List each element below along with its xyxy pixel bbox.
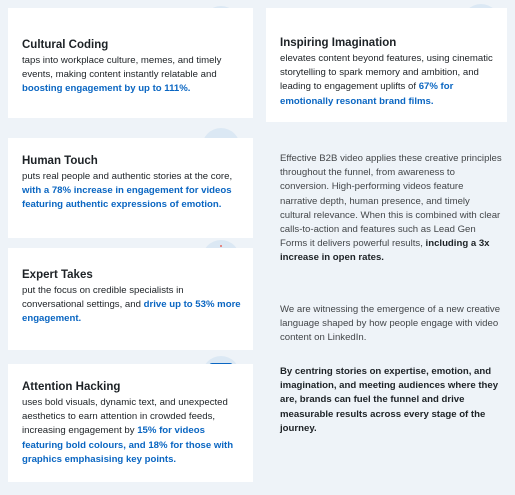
conclusion-paragraph: By centring stories on expertise, emotion, and imagination, and meeting audiences where they are, brands can fuel the funnel and drive measurable results across every stage of the journey. <box>280 366 499 434</box>
card-cultural-coding <box>8 8 253 118</box>
card-body: elevates content beyond features, using cinematic storytelling to spark memory and ambition, and leading to engagement uplifts of 67% for emotionally resonant brand films. <box>280 53 493 107</box>
summary-paragraph: Effective B2B video applies these creative principles throughout the funnel, from awareness to conversion. High-performing videos feature narrative depth, human presence, and timely cultural relevance. When this is combined with clear calls-to-action and features such as Lead Gen Forms it delivers powerful results, including a 3x increase in open rates. <box>280 153 502 264</box>
card-highlight: boosting engagement by up to 111%. <box>22 83 191 95</box>
card-attention-hacking <box>8 364 253 482</box>
card-body: puts real people and authentic stories at the core, with a 78% increase in engagement for videos featuring authentic expressions of emotion. <box>22 171 233 211</box>
card-title: Expert Takes <box>22 269 93 281</box>
card-title: Attention Hacking <box>22 381 121 393</box>
summary-highlight: including a 3x increase in open rates. <box>280 238 490 264</box>
card-human-touch <box>8 138 253 238</box>
card-title: Inspiring Imagination <box>280 37 397 49</box>
emergence-paragraph: We are witnessing the emergence of a new creative language shaped by how people engage with video content on LinkedIn. <box>280 304 501 344</box>
card-body: put the focus on credible specialists in conversational settings, and drive up to 53% more engagement. <box>22 285 241 325</box>
card-body: uses bold visuals, dynamic text, and unexpected aesthetics to earn attention in crowded feeds, increasing engagement by 15% for videos featuring bold colours, and 18% for those with graphics emphasising key points. <box>22 397 234 465</box>
card-expert-takes <box>8 248 253 350</box>
card-highlight: drive up to 53% more engagement. <box>22 299 241 325</box>
card-title: Human Touch <box>22 155 98 167</box>
card-inspiring-imagination <box>266 8 507 122</box>
card-body: taps into workplace culture, memes, and timely events, making content instantly relatable and boosting engagement by up to 111%. <box>22 55 222 95</box>
card-title: Cultural Coding <box>22 39 109 51</box>
card-highlight: 15% for videos featuring bold colours, and 18% for those with graphics emphasising key points. <box>22 425 234 465</box>
card-highlight: 67% for emotionally resonant brand films. <box>280 81 454 107</box>
card-highlight: with a 78% increase in engagement for videos featuring authentic expressions of emotion. <box>22 185 232 211</box>
